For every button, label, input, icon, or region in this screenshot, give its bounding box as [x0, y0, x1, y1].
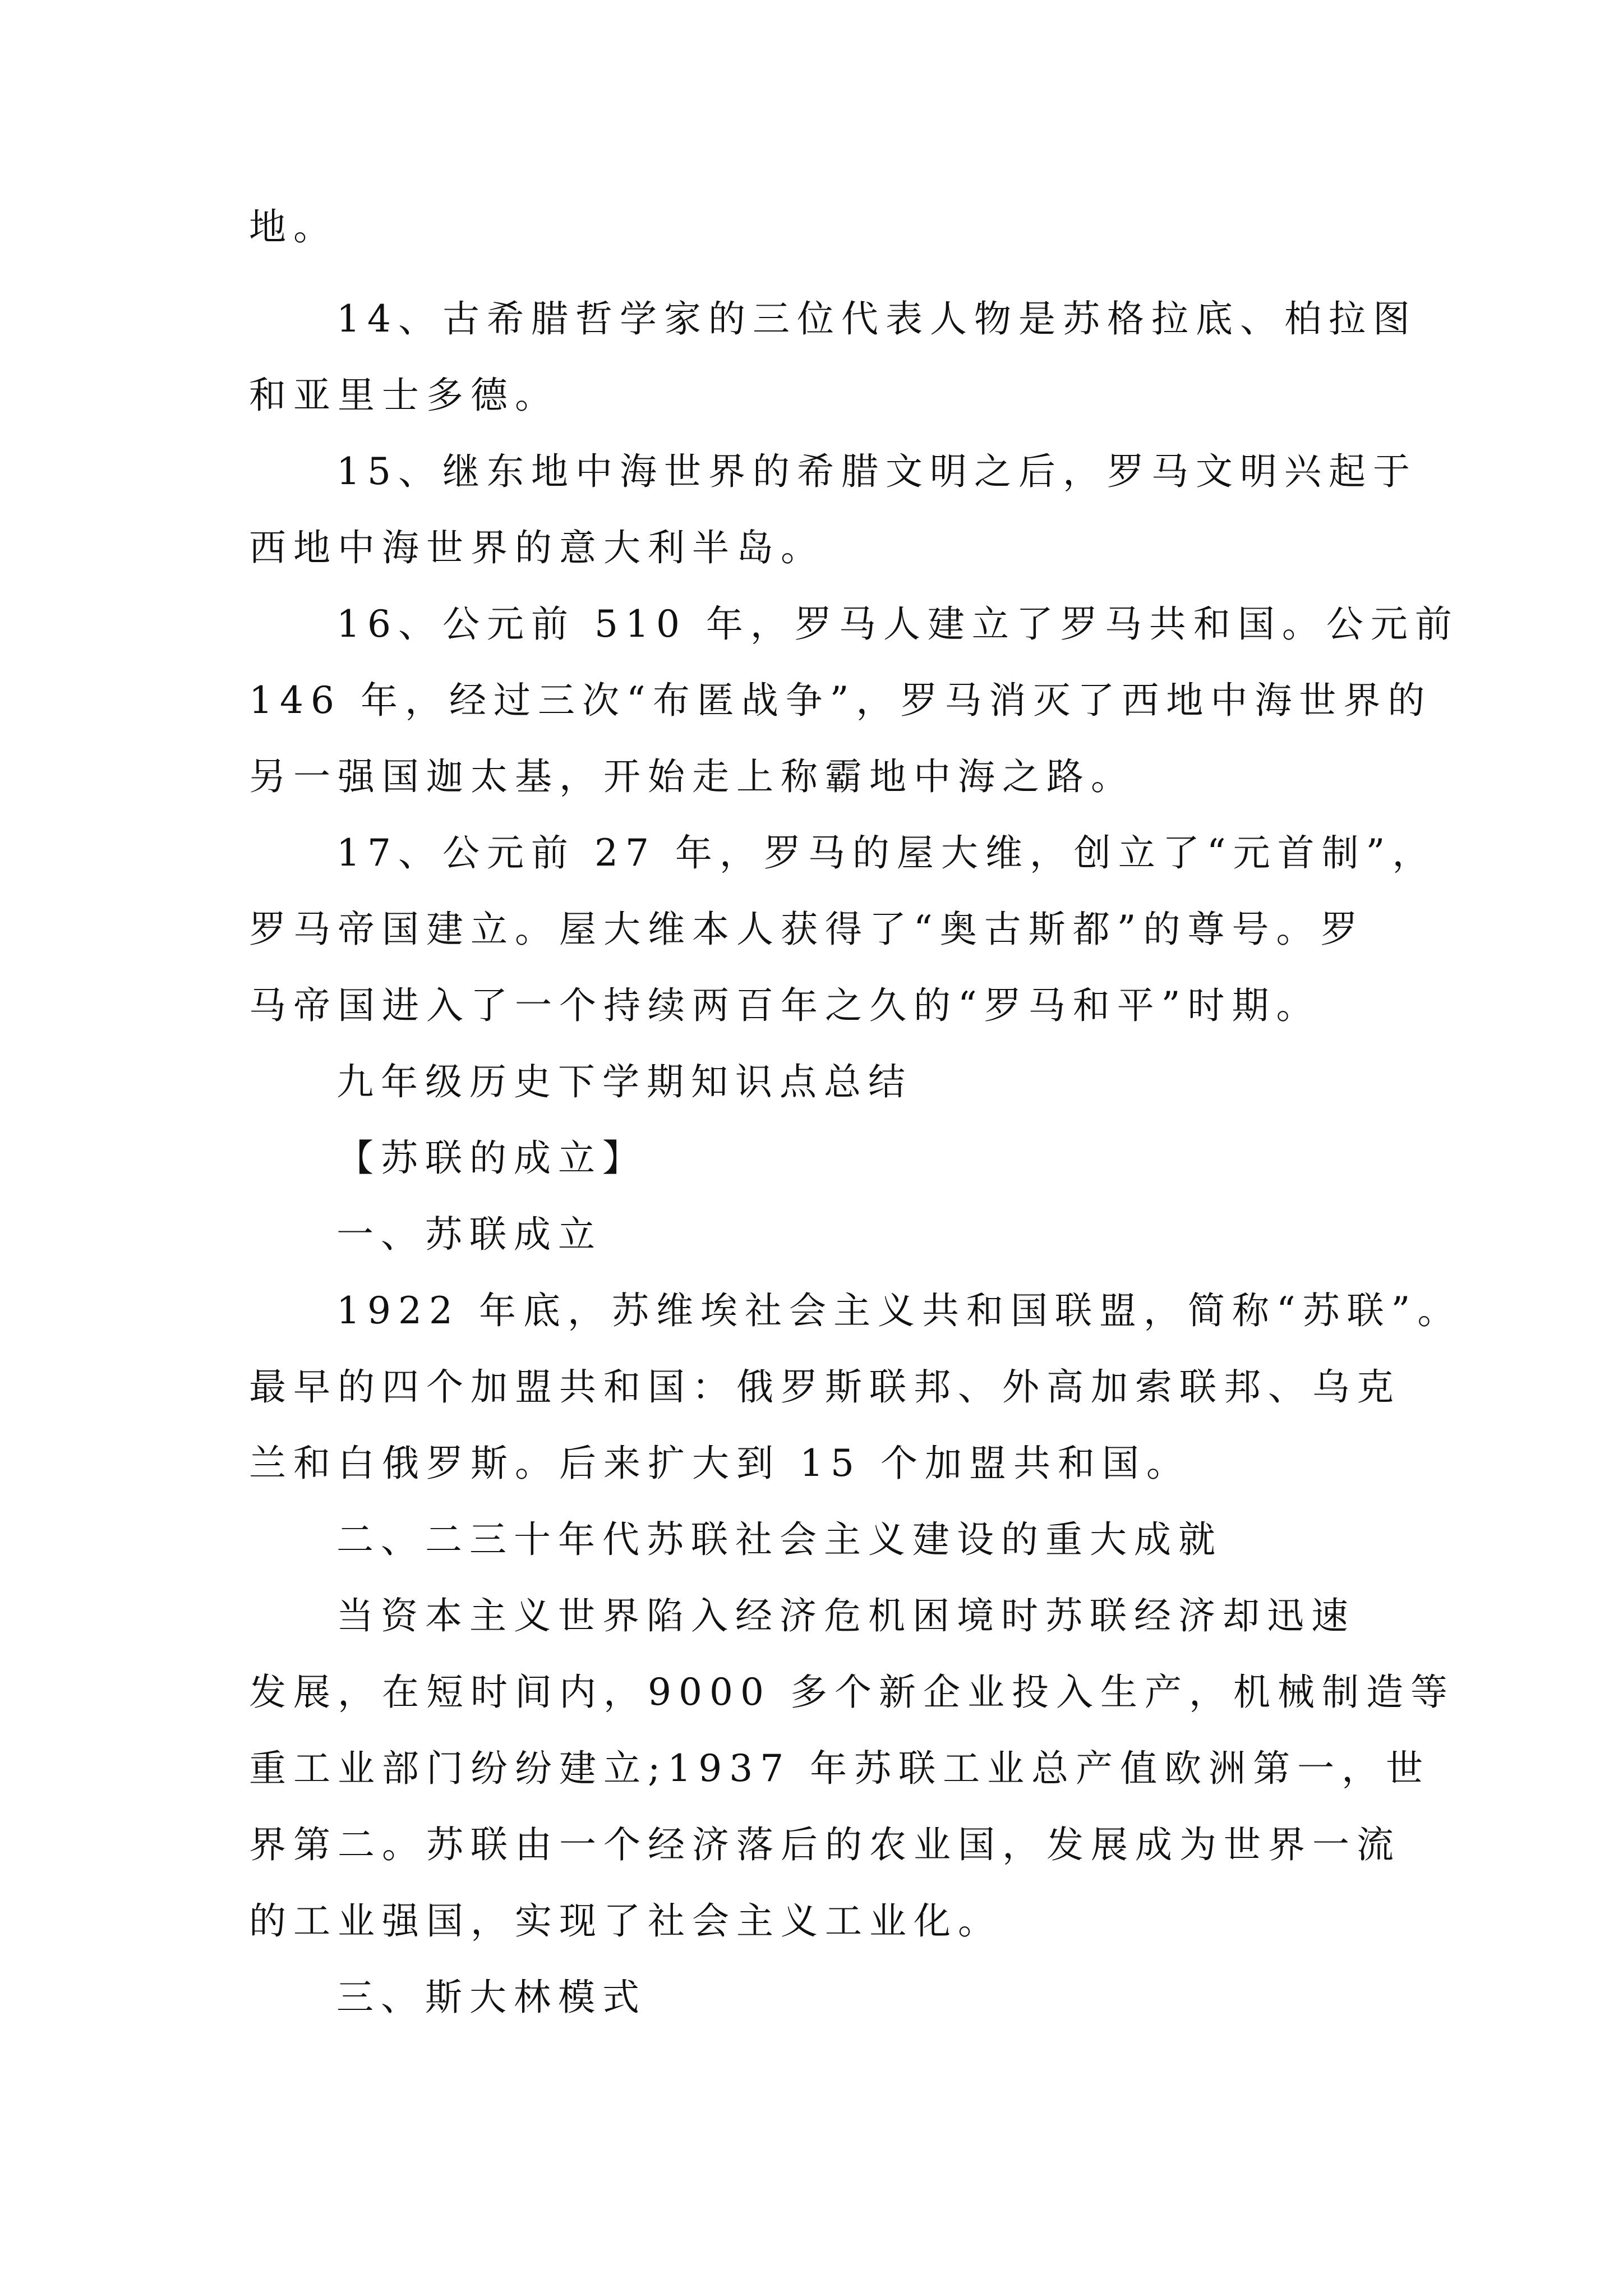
paragraph-line: 界第二。苏联由一个经济落后的农业国，发展成为世界一流	[249, 1823, 1401, 1866]
paragraph-line: 重工业部门纷纷建立;1937 年苏联工业总产值欧洲第一，世	[249, 1747, 1431, 1790]
paragraph-line: 和亚里士多德。	[249, 374, 559, 417]
paragraph-line: 地。	[249, 205, 338, 249]
section-heading: 【苏联的成立】	[336, 1137, 647, 1180]
paragraph-line: 14、古希腊哲学家的三位代表人物是苏格拉底、柏拉图	[336, 297, 1417, 341]
subsection-heading: 二、二三十年代苏联社会主义建设的重大成就	[336, 1518, 1223, 1561]
paragraph-line: 兰和白俄罗斯。后来扩大到 15 个加盟共和国。	[249, 1442, 1191, 1485]
paragraph-line: 发展，在短时间内，9000 多个新企业投入生产，机械制造等	[249, 1671, 1455, 1714]
paragraph-line: 16、公元前 510 年，罗马人建立了罗马共和国。公元前	[336, 602, 1459, 646]
paragraph-line: 17、公元前 27 年，罗马的屋大维，创立了“元首制”，	[336, 831, 1437, 875]
paragraph-line: 罗马帝国建立。屋大维本人获得了“奥古斯都”的尊号。罗	[249, 908, 1365, 951]
paragraph-line: 15、继东地中海世界的希腊文明之后，罗马文明兴起于	[336, 450, 1417, 493]
paragraph-line: 最早的四个加盟共和国：俄罗斯联邦、外高加索联邦、乌克	[249, 1365, 1401, 1409]
paragraph-line: 146 年，经过三次“布匿战争”，罗马消灭了西地中海世界的	[249, 679, 1432, 722]
paragraph-line: 另一强国迦太基，开始走上称霸地中海之路。	[249, 755, 1135, 798]
paragraph-line: 西地中海世界的意大利半岛。	[249, 526, 825, 569]
subsection-heading: 一、苏联成立	[336, 1213, 602, 1256]
subsection-heading: 三、斯大林模式	[336, 1976, 647, 2019]
paragraph-line: 当资本主义世界陷入经济危机困境时苏联经济却迅速	[336, 1594, 1355, 1637]
paragraph-line: 的工业强国，实现了社会主义工业化。	[249, 1899, 1002, 1943]
paragraph-line: 1922 年底，苏维埃社会主义共和国联盟，简称“苏联”。	[336, 1289, 1462, 1332]
paragraph-line: 马帝国进入了一个持续两百年之久的“罗马和平”时期。	[249, 984, 1321, 1027]
section-title: 九年级历史下学期知识点总结	[336, 1060, 912, 1103]
